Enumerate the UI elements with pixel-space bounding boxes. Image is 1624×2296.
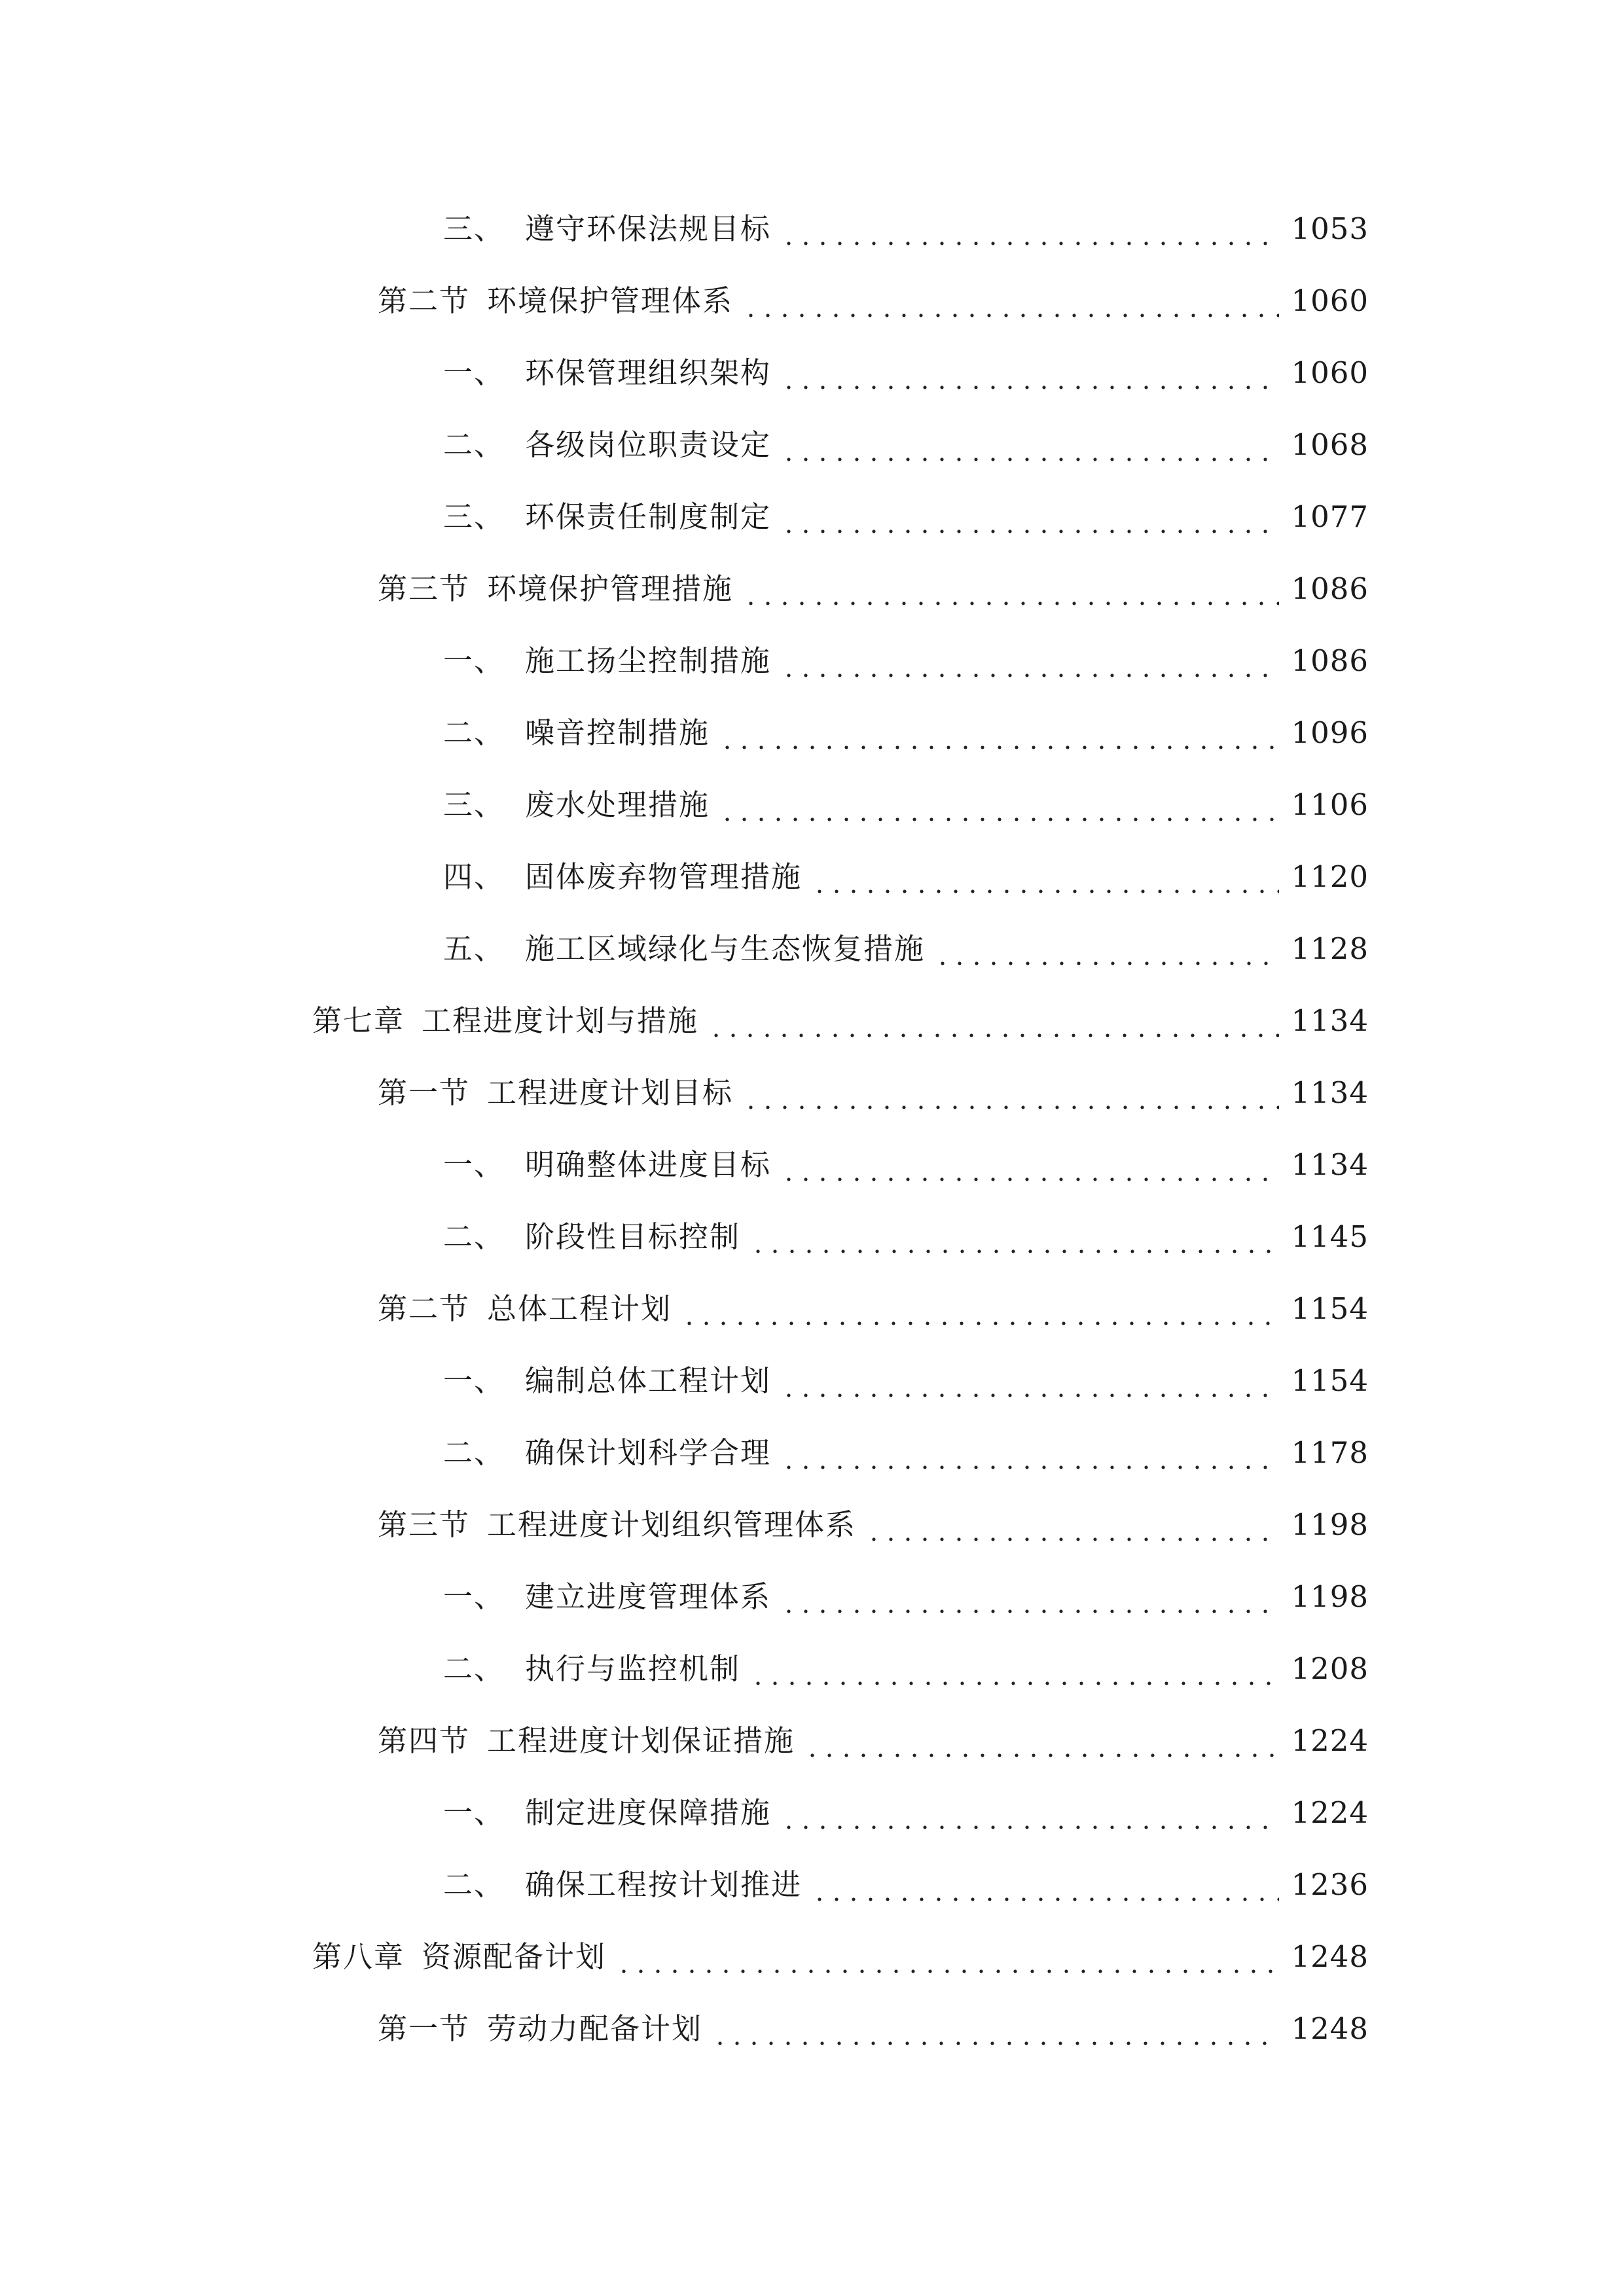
entry-title: 施工扬尘控制措施 <box>525 643 772 678</box>
toc-entry[interactable] <box>378 556 1369 609</box>
entry-number: 二、 <box>443 715 505 750</box>
entry-title: 各级岗位职责设定 <box>525 427 772 462</box>
entry-number: 第八章 <box>312 1939 405 1974</box>
dot-leader <box>719 785 1279 825</box>
dot-leader <box>681 1289 1279 1329</box>
dot-leader <box>811 857 1279 897</box>
entry-page-number: 1096 <box>1291 715 1369 750</box>
entry-title: 工程进度计划目标 <box>487 1075 734 1110</box>
entry-number: 二、 <box>443 1867 505 1902</box>
entry-page-number: 1248 <box>1291 2011 1369 2046</box>
entry-title: 阶段性目标控制 <box>525 1219 741 1254</box>
entry-number: 第三节 <box>378 1507 471 1542</box>
entry-page-number: 1134 <box>1291 1003 1369 1038</box>
dot-leader <box>780 353 1279 393</box>
entry-page-number: 1198 <box>1291 1507 1369 1542</box>
toc-entry[interactable] <box>443 1780 1369 1833</box>
entry-title: 工程进度计划保证措施 <box>487 1723 795 1758</box>
entry-title: 资源配备计划 <box>422 1939 607 1974</box>
entry-page-number: 1178 <box>1291 1435 1369 1470</box>
entry-number: 第七章 <box>312 1003 405 1038</box>
dot-leader <box>811 1865 1279 1905</box>
entry-title: 工程进度计划与措施 <box>422 1003 699 1038</box>
dot-leader <box>719 713 1279 753</box>
toc-entry[interactable] <box>378 1276 1369 1329</box>
entry-page-number: 1154 <box>1291 1363 1369 1398</box>
dot-leader <box>780 1577 1279 1617</box>
entry-page-number: 1134 <box>1291 1147 1369 1182</box>
entry-title: 执行与监控机制 <box>525 1651 741 1686</box>
dot-leader <box>934 929 1279 969</box>
dot-leader <box>780 1793 1279 1833</box>
entry-number: 一、 <box>443 1147 505 1182</box>
entry-title: 遵守环保法规目标 <box>525 211 772 246</box>
dot-leader <box>749 1217 1279 1257</box>
entry-number: 第一节 <box>378 1075 471 1110</box>
entry-number: 二、 <box>443 1651 505 1686</box>
entry-page-number: 1086 <box>1291 643 1369 678</box>
entry-page-number: 1224 <box>1291 1795 1369 1830</box>
entry-page-number: 1120 <box>1291 859 1369 894</box>
entry-number: 一、 <box>443 355 505 390</box>
dot-leader <box>712 2009 1279 2049</box>
toc-entry[interactable] <box>443 1420 1369 1473</box>
toc-entry[interactable] <box>443 1204 1369 1257</box>
dot-leader <box>749 1649 1279 1689</box>
entry-page-number: 1248 <box>1291 1939 1369 1974</box>
toc-entry[interactable] <box>443 340 1369 393</box>
toc-entry[interactable] <box>443 700 1369 753</box>
entry-page-number: 1154 <box>1291 1291 1369 1326</box>
entry-number: 二、 <box>443 427 505 462</box>
dot-leader <box>804 1721 1279 1761</box>
entry-number: 三、 <box>443 211 505 246</box>
entry-number: 二、 <box>443 1435 505 1470</box>
entry-title: 固体废弃物管理措施 <box>525 859 803 894</box>
entry-title: 环境保护管理体系 <box>487 283 734 318</box>
toc-entry[interactable] <box>443 772 1369 825</box>
entry-number: 第二节 <box>378 1291 471 1326</box>
dot-leader <box>780 425 1279 465</box>
entry-title: 环保责任制度制定 <box>525 499 772 534</box>
dot-leader <box>780 1361 1279 1401</box>
entry-title: 劳动力配备计划 <box>487 2011 703 2046</box>
toc-entry[interactable] <box>378 1060 1369 1113</box>
dot-leader <box>780 209 1279 249</box>
toc-entry[interactable] <box>443 844 1369 897</box>
entry-title: 废水处理措施 <box>525 787 710 822</box>
entry-page-number: 1086 <box>1291 571 1369 606</box>
toc-entry[interactable] <box>443 1564 1369 1617</box>
entry-number: 三、 <box>443 787 505 822</box>
toc-entry[interactable] <box>443 196 1369 249</box>
toc-entry[interactable] <box>443 1852 1369 1905</box>
toc-entry[interactable] <box>443 1132 1369 1185</box>
entry-page-number: 1208 <box>1291 1651 1369 1686</box>
entry-title: 制定进度保障措施 <box>525 1795 772 1830</box>
toc-entry[interactable] <box>378 268 1369 321</box>
entry-number: 一、 <box>443 643 505 678</box>
entry-page-number: 1236 <box>1291 1867 1369 1902</box>
entry-page-number: 1053 <box>1291 211 1369 246</box>
dot-leader <box>780 1145 1279 1185</box>
entry-title: 环境保护管理措施 <box>487 571 734 606</box>
entry-page-number: 1198 <box>1291 1579 1369 1614</box>
entry-number: 四、 <box>443 859 505 894</box>
entry-title: 确保工程按计划推进 <box>525 1867 803 1902</box>
entry-title: 工程进度计划组织管理体系 <box>487 1507 857 1542</box>
toc-entry[interactable] <box>312 1924 1369 1977</box>
toc-entry[interactable] <box>312 988 1369 1041</box>
entry-page-number: 1128 <box>1291 931 1369 966</box>
dot-leader <box>780 641 1279 681</box>
entry-title: 总体工程计划 <box>487 1291 672 1326</box>
entry-number: 一、 <box>443 1363 505 1398</box>
dot-leader <box>742 569 1279 609</box>
entry-title: 确保计划科学合理 <box>525 1435 772 1470</box>
entry-title: 环保管理组织架构 <box>525 355 772 390</box>
entry-page-number: 1077 <box>1291 499 1369 534</box>
dot-leader <box>742 281 1279 321</box>
toc-entry[interactable] <box>443 1636 1369 1689</box>
toc-entry[interactable] <box>443 484 1369 537</box>
toc-entry[interactable] <box>443 628 1369 681</box>
entry-page-number: 1134 <box>1291 1075 1369 1110</box>
entry-page-number: 1106 <box>1291 787 1369 822</box>
entry-number: 第一节 <box>378 2011 471 2046</box>
entry-page-number: 1060 <box>1291 355 1369 390</box>
toc-entry[interactable] <box>378 1708 1369 1761</box>
entry-title: 施工区域绿化与生态恢复措施 <box>525 931 926 966</box>
entry-page-number: 1145 <box>1291 1219 1369 1254</box>
dot-leader <box>615 1937 1279 1977</box>
entry-number: 第四节 <box>378 1723 471 1758</box>
dot-leader <box>780 1433 1279 1473</box>
entry-page-number: 1060 <box>1291 283 1369 318</box>
entry-number: 第三节 <box>378 571 471 606</box>
entry-number: 一、 <box>443 1795 505 1830</box>
toc-entry[interactable] <box>443 916 1369 969</box>
entry-title: 噪音控制措施 <box>525 715 710 750</box>
toc-entry[interactable] <box>378 1996 1369 2049</box>
dot-leader <box>780 497 1279 537</box>
toc-entry[interactable] <box>443 412 1369 465</box>
dot-leader <box>742 1073 1279 1113</box>
entry-title: 建立进度管理体系 <box>525 1579 772 1614</box>
dot-leader <box>708 1001 1279 1041</box>
dot-leader <box>865 1505 1279 1545</box>
entry-number: 第二节 <box>378 283 471 318</box>
entry-page-number: 1068 <box>1291 427 1369 462</box>
entry-title: 明确整体进度目标 <box>525 1147 772 1182</box>
toc-entry[interactable] <box>443 1348 1369 1401</box>
entry-page-number: 1224 <box>1291 1723 1369 1758</box>
entry-number: 二、 <box>443 1219 505 1254</box>
entry-number: 一、 <box>443 1579 505 1614</box>
entry-number: 三、 <box>443 499 505 534</box>
entry-title: 编制总体工程计划 <box>525 1363 772 1398</box>
entry-number: 五、 <box>443 931 505 966</box>
toc-entry[interactable] <box>378 1492 1369 1545</box>
